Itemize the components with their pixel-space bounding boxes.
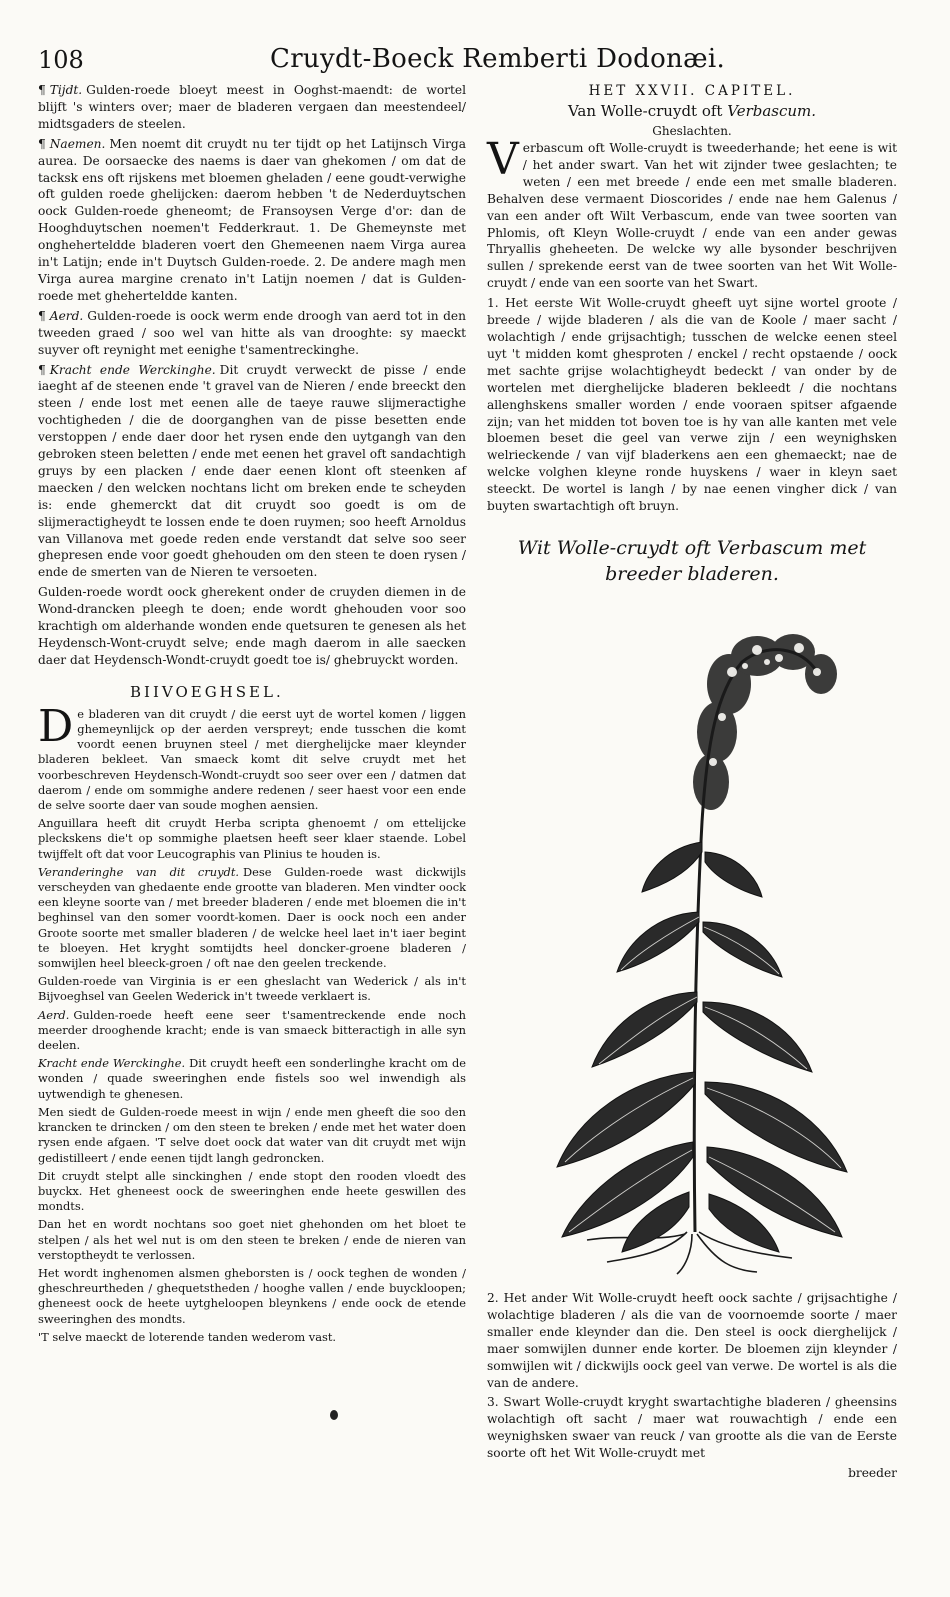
chapter-title — [487, 100, 897, 122]
page-number: 108 — [38, 46, 84, 74]
pilcrow-icon: ¶ — [38, 83, 46, 97]
pilcrow-icon: ¶ — [38, 362, 46, 377]
text-tijdt: Gulden-roede bloeyt meest in Ooghst-maendt: de wortel blijft 's winters over; maer de bladeren vergaen dan meestendeel/ midtsgaders de steelen. — [38, 83, 466, 131]
verbascum-plant-illustration — [517, 622, 877, 1277]
text-naemen: Men noemt dit cruydt nu ter tijdt op het Latijnsch Virga aurea. De oorsaecke des naems is daer van ghekomen / om dat de tacksk ens oft rijskens met bloemen gheladen / eene goudt-verwighe oft gulden roede ghelijcken: daerom hebben 't de Nederduytschen oock Gulden-roede gheneomt; de Fransoysen Verge d'or: dan de Hooghduytschen noemen't Fedderkraut. 1. De Ghemeynste met ongheherteldde bladeren voert den Ghemeenen naem Virga aurea in't Latijn; ende in't Duytsch Gulden-roede. 2. De andere magh men Virga aurea margine crenato in't Latijn noemen / dat is Gulden-roede met gheherteldde kanten. — [38, 136, 466, 303]
pilcrow-icon: ¶ — [38, 308, 46, 323]
label-kracht: Kracht ende Werckinghe. — [49, 362, 216, 377]
paragraph-selve: 'T selve maeckt de loterende tanden wederom vast. — [38, 1329, 337, 1344]
text-aerd-2: Gulden-roede heeft eene seer t'samentreckende ende noch meerder drooghende kracht; ende is van smaeck bitteractigh in alle syn deelen. — [38, 1007, 466, 1053]
verbascum-woodcut — [517, 622, 877, 1277]
text-aerd: Gulden-roede is oock werm ende droogh van aerd tot in den tweeden graed / soo wel van hitte als van drooghte: sy maeckt suyver oft reynight met eenighe t'samentreckinghe. — [38, 308, 466, 357]
figure-caption: Wit Wolle-cruydt oft Verbascum met breeder bladeren. — [517, 536, 867, 585]
label-naemen: Naemen. — [49, 136, 106, 151]
paragraph-wond: Gulden-roede wordt oock gherekent onder de cruyden diemen in de Wond-drancken pleegh te doen; ende wordt ghehouden voor soo krachtigh om alderhande wonden ende quetsuren te genesen als het Heydensch-Wont-cruydt selve; ende magh daerom in alle saecken daer dat Heydensch-Wondt-cruydt goedt toe is/ ghebruyckt worden. — [38, 585, 466, 667]
text-kracht: Dit cruydt verweckt de pisse / ende iaeght af de steenen ende 't gravel van de Nieren / ende breeckt den steen / ende lost met eenen alle de taeye rauwe slijmeractighe vochtigheden / die de doorganghen van de pisse besetten ende verstoppen / ende daer door het rysen ende den uytgangh van den gebroken steen beletten / ende met eenen het gravel oft sandachtigh gruys by een placken / ende daer eenen klont oft steenken af maecken / den welcken nochtans licht om breken ende te scheyden is: ende ghemerckt dat dit cruydt soo goedt is om de slijmeractigheydt te lossen ende te doen ruymen; soo heeft Arnoldus van Villanova met goede reden ende verstandt dat selve soo seer ghepresen ende voor goedt ghehouden om den steen te doen rysen / ende de smerten van de Nieren te versoeten. — [38, 362, 466, 580]
label-aerd-2: Aerd. — [38, 1007, 70, 1022]
right-column — [487, 82, 897, 587]
drop-cap: D — [38, 700, 74, 752]
paragraph-veranderinghe — [38, 865, 466, 971]
label-aerd: Aerd. — [49, 308, 84, 323]
text-veranderinghe: Dese Gulden-roede wast dickwijls verscheyden van ghedaente ende grootte van bladeren. Men vindter oock een kleyne soorte van / met breeder bladeren / ende met bloemen die in't beghinsel van den somer voordt-komen. Daer is oock noch een ander Groote soorte met smaller bladeren / de welcke heel laet in't iaer begint te bloeyen. Het kryght somtijdts heel doncker-groene bladeren / somwijlen heel bleeck-groen / oft nae den geelen treckende. — [38, 864, 466, 971]
chapter-title-plain: Van Wolle-cruydt oft — [567, 102, 723, 120]
page-header — [38, 40, 918, 80]
text-kracht-2: Dit cruydt heeft een sonderlinghe kracht om de wonden / quade sweeringhen ende fistels soo wel inwendigh als uytwendigh te ghenesen. — [38, 1056, 466, 1101]
paragraph-kracht — [38, 362, 466, 582]
paragraph-item-2: 2. Het ander Wit Wolle-cruydt heeft oock sachte / grijsachtighe / wolachtige bladeren / als die van de voornoemde soorte / maer smaller ende kleynder dan die. Den steel is oock dierghelijck / maer somwijlen dunner ende korter. De bloemen zijn kleynder / somwijlen wit / dickwijls oock geel van verwe. De wortel is als die van de andere. — [487, 1291, 897, 1390]
pilcrow-icon: ¶ — [38, 136, 46, 151]
label-tijdt: Tijdt. — [49, 83, 83, 97]
paragraph-bijvoeghsel — [38, 700, 466, 813]
paragraph-wordt: Het wordt inghenomen alsmen gheborsten is / oock teghen de wonden / gheschreurtheden / ghequetstheden / hooghe vallen / ende buyckloopen; gheneest oock de heete uytgheloopen bleynkens / ende oock de etende sweeringhen des mondts. — [38, 1265, 466, 1326]
left-column — [38, 82, 466, 1348]
paragraph-geslachten — [487, 134, 897, 292]
bijvoeghsel-block — [38, 700, 466, 1345]
paragraph-item-1: 1. Het eerste Wit Wolle-cruydt gheeft uyt sijne wortel groote / breede / wijde bladeren / als die van de Koole / maer sacht / wolachtigh / ende grijsachtigh; tusschen de welcke eenen steel uyt 't midden komt ghesproten / enckel / recht opstaende / oock met sachte grijse wolachtigheydt bedeckt / van onder by de wortelen met dierghelijcke bladeren bekleedt / die nochtans allenghskens smaller worden / ende vooraen spitser afgaende zijn; van het midden tot boven toe is hy van alle kanten met vele bloemen beset die geel van verwe zijn / een weynighsken welrieckende / van vijf bladerkens aen een ghemaeckt; nae de welcke volghen kleyne ronde huyskens / waer in kleyn saet steeckt. De wortel is langh / by nae eenen vingher dick / van buyten swartachtigh oft bruyn. — [487, 296, 897, 514]
paragraph-dan: Dan het en wordt nochtans soo goet niet ghehonden om het bloet te stelpen / als het wel nut is om den steen te breken / ende de nieren van verstoptheydt te verlossen. — [38, 1217, 466, 1262]
geslachten-heading: Gheslachten. — [652, 124, 732, 138]
paragraph-virginia: Gulden-roede van Virginia is er een gheslacht van Wederick / als in't Bijvoeghsel van Geelen Wederick in't tweede verklaert is. — [38, 974, 466, 1004]
drop-cap: V — [487, 134, 519, 185]
paragraph-naemen — [38, 136, 466, 305]
chapter-title-italic: Verbascum. — [727, 102, 817, 120]
paragraph-aerd — [38, 308, 466, 359]
catchword: breeder — [848, 1466, 897, 1481]
paragraph-anguillara: Anguillara heeft dit cruydt Herba scripta ghenoemt / om ettelijcke pleckskens die't op sommighe plaetsen heeft seer klaer staende. Lobel twijffelt oft dat voor Leucographis van Plinius te houden is. — [38, 816, 466, 861]
label-veranderinghe: Veranderinghe van dit cruydt. — [38, 864, 240, 879]
paragraph-tijdt — [38, 82, 466, 133]
text-geslachten: erbascum oft Wolle-cruydt is tweederhande; het eene is wit / het ander swart. Van het wit zijnder twee geslachten; te weten / een met breede / ende een met smalle bladeren. Behalven dese vermaent Dioscorides / ende nae hem Galenus / van een ander oft Wilt Verbascum, ende van twee soorten van Phlomis, oft Kleyn Wolle-cruydt / ende van een ander gewas Thryallis gheheeten. De welcke wy alle bysonder beschrijven sullen / sprekende eerst van de twee soorten van het Wit Wolle-cruydt / ende van een soorte van het Swart. — [487, 141, 897, 291]
ink-blot — [330, 1410, 338, 1420]
paragraph-aerd-2 — [38, 1008, 466, 1054]
paragraph-item-3: 3. Swart Wolle-cruydt kryght swartachtighe bladeren / gheensins wolachtigh oft sacht / maer wat rouwachtigh / ende een weynighsken swaer van reuck / van grootte als die van de Eerste soorte oft het Wit Wolle-cruydt met — [487, 1395, 897, 1461]
paragraph-kracht-2 — [38, 1056, 466, 1102]
text-bijvoeghsel: e bladeren van dit cruydt / die eerst uyt de wortel komen / liggen ghemeynlijck op der aerden verspreyt; ende tusschen die komt voordt eenen bruynen steel / met dierghelijcke maer kleynder bladeren bekleet. Van smaeck komt dit selve cruydt met het voorbeschreven Heydensch-Wondt-cruydt soo seer over een / datmen dat daerom / ende om sommighe andere redenen / seer haest voor een ende de selve soorte daer van soude moghen aensien. — [38, 706, 466, 813]
paragraph-stelpt: Dit cruydt stelpt alle sinckinghen / ende stopt den rooden vloedt des buyckx. Het gheneest oock de sweeringhen ende heete geswillen des mondts. — [38, 1168, 466, 1214]
label-kracht-2: Kracht ende Werckinghe. — [38, 1056, 186, 1071]
chapter-heading: HET XXVII. CAPITEL. — [588, 83, 796, 99]
section-heading-bijvoeghsel: BIIVOEGHSEL. — [130, 682, 284, 701]
running-head: Cruydt-Boeck Remberti Dodonæi. — [270, 44, 726, 74]
paragraph-siedt: Men siedt de Gulden-roede meest in wijn / ende men gheeft die soo den krancken te drincken / om den steen te breken / ende met het water doen rysen ende afgaen. 'T selve doet oock dat water van dit cruydt met wijn gedistilleert / ende eenen tijdt langh gedroncken. — [38, 1104, 466, 1165]
right-column-lower — [487, 1290, 897, 1485]
